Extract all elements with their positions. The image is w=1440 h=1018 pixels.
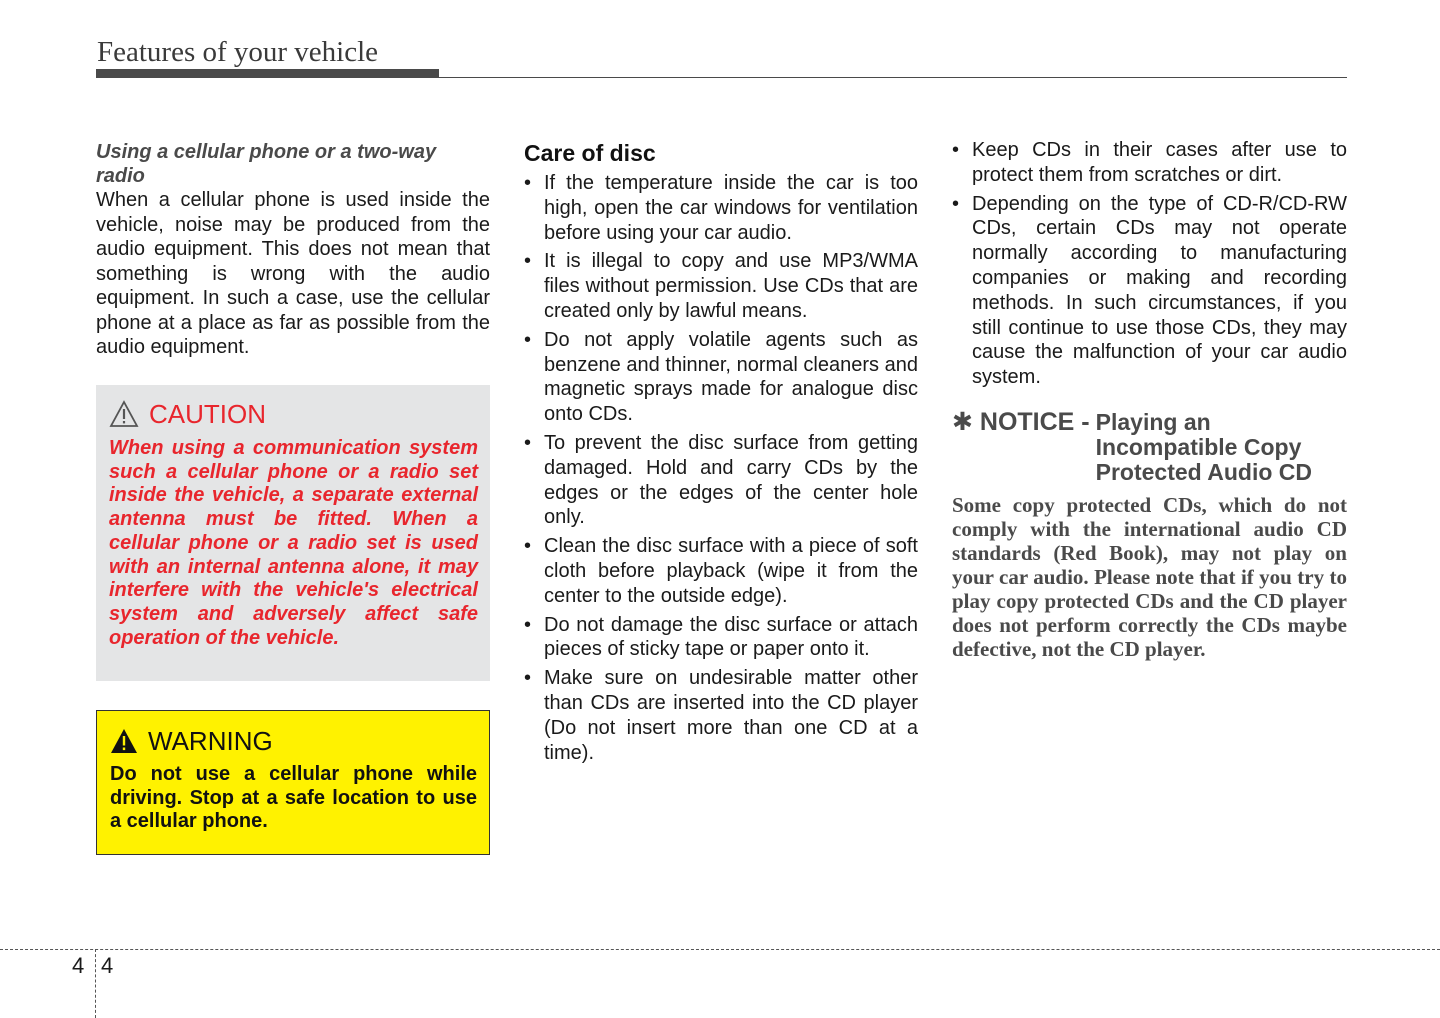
list-item: • Do not apply volatile agents such as benzene and thinner, normal cleaners and magnetic sprays made for analogue disc onto CDs.: [524, 328, 918, 426]
left-column: [96, 138, 490, 360]
header-bar: [96, 69, 439, 78]
notice-title-line: Playing an: [1095, 408, 1211, 435]
footer-divider: [95, 949, 96, 1018]
list-item: • To prevent the disc surface from getting damaged. Hold and carry CDs by the edges or the edges of the center hole only.: [524, 431, 918, 529]
right-column: [952, 138, 1347, 661]
notice-heading: [952, 407, 1347, 485]
warning-text: Do not use a cellular phone while driving. Stop at a safe location to use a cellular phone.: [110, 763, 477, 833]
list-item: • Keep CDs in their cases after use to protect them from scratches or dirt.: [952, 139, 1347, 186]
page-number: 4: [101, 953, 114, 978]
footer-rule: [0, 949, 1440, 950]
chapter-number: 4: [72, 953, 85, 978]
list-item: • Clean the disc surface with a piece of soft cloth before playback (wipe it from the center to the outside edge).: [524, 535, 918, 607]
warning-box: [96, 710, 490, 855]
list-item: • It is illegal to copy and use MP3/WMA files without permission. Use CDs that are created only by lawful means.: [524, 250, 918, 322]
care-of-disc-heading: Care of disc: [524, 140, 656, 166]
warning-title: WARNING: [148, 725, 273, 756]
notice-label: ✱ NOTICE -: [952, 407, 1090, 436]
list-item: • Depending on the type of CD-R/CD-RW CDs, certain CDs may not operate normally according to manufacturing companies or making and recording methods. In such circumstances, if you still continue to use those CDs, they may cause the malfunction of your car audio system.: [952, 192, 1347, 389]
notice-title-line: Incompatible Copy: [1095, 433, 1302, 460]
caution-text: When using a communication system such a cellular phone or a radio set inside the vehicle, a separate external antenna must be fitted. When a cellular phone or a radio set is used with an internal antenna alone, it may interfere with the vehicle's electrical system and adversely affect safe operation of the vehicle.: [109, 437, 478, 649]
list-item: • Make sure on undesirable matter other than CDs are inserted into the CD player (Do not insert more than one CD at a time).: [524, 667, 918, 764]
middle-column: [524, 138, 918, 769]
list-item: • Do not damage the disc surface or attach pieces of sticky tape or paper onto it.: [524, 613, 918, 661]
cd-tips-list: [952, 138, 1347, 390]
cellular-body: When a cellular phone is used inside the vehicle, noise may be produced from the audio equipment. This does not mean that something is wrong with the audio equipment. In such a case, use the cellular phone at a place as far as possible from the audio equipment.: [96, 189, 490, 358]
header-rule: [439, 77, 1347, 78]
list-item: • If the temperature inside the car is too high, open the car windows for ventilation before using your car audio.: [524, 172, 918, 244]
notice-title-line: Protected Audio CD: [1095, 458, 1313, 485]
notice-title: [1096, 410, 1331, 485]
caution-title: CAUTION: [149, 398, 266, 429]
caution-box: [96, 385, 490, 681]
warning-triangle-icon: [110, 728, 138, 754]
cellular-subheading: Using a cellular phone or a two-way radio: [96, 141, 437, 187]
caution-triangle-icon: [109, 400, 139, 428]
header-title: Features of your vehicle: [97, 36, 379, 68]
warning-heading: [110, 725, 477, 757]
care-of-disc-list: [524, 171, 918, 765]
notice-text: Some copy protected CDs, which do not comply with the international audio CD standards (Red Book), may not play on your car audio. Please note that if you try to play copy protected CDs and the CD player does not perform correctly the CDs maybe defective, not the CD player.: [952, 492, 1347, 661]
caution-heading: [109, 397, 478, 431]
